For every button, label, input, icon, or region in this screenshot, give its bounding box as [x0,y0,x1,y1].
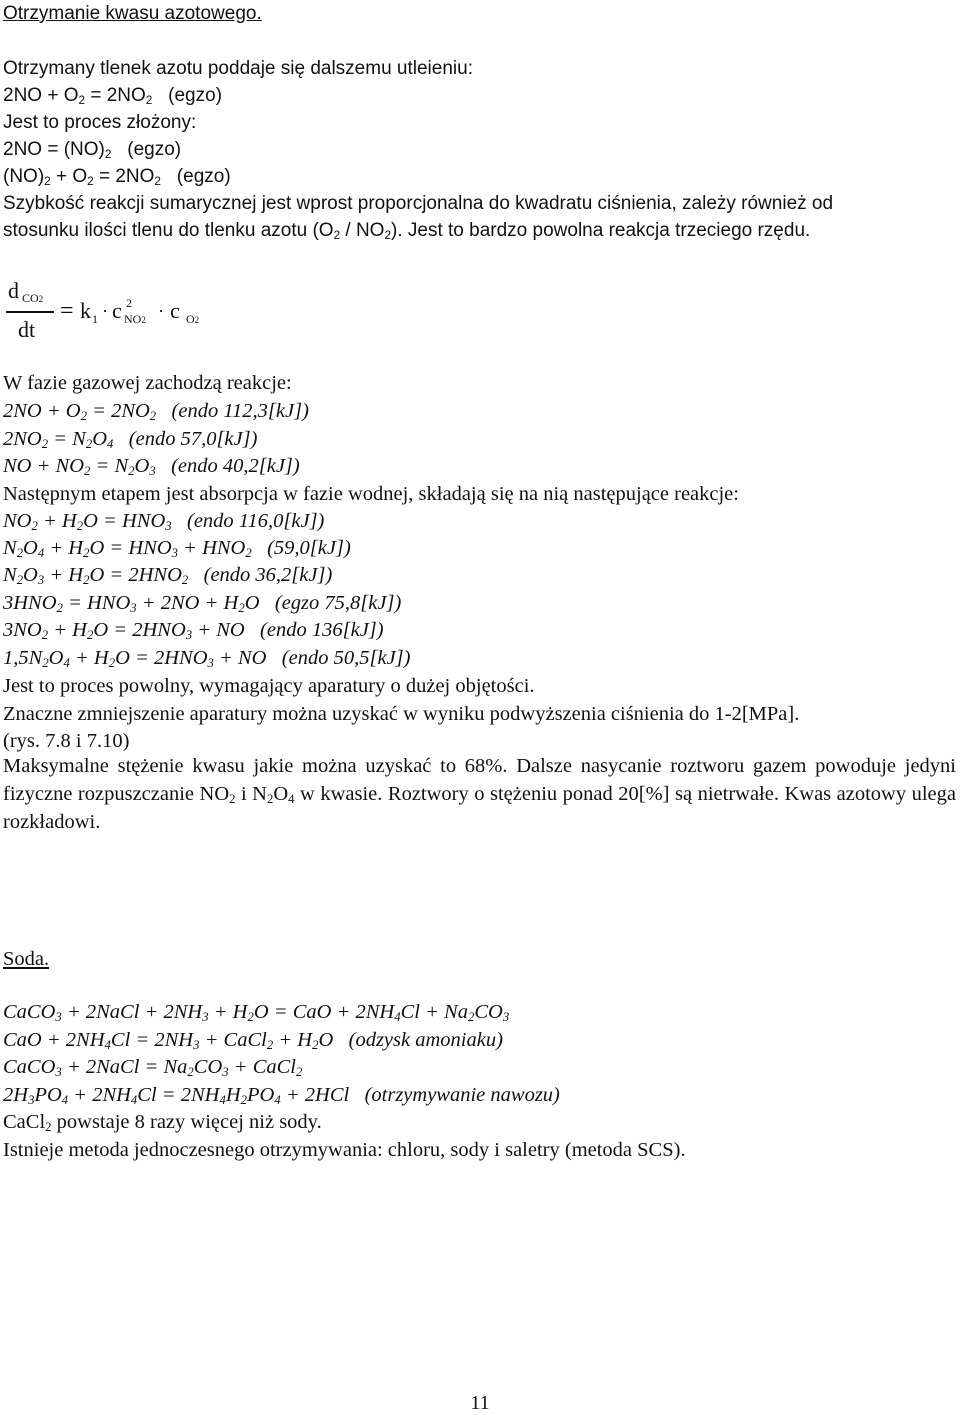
equation-line: $(NO)_2 + O_2 = 2NO_2$ (egzo) [3,166,231,188]
reaction-line: $N_2O_4 + H_2O = HNO_3 + HNO_2$ (59,0[kJ]) [3,537,351,561]
reaction-line: $3NO_2 + H_2O = 2HNO_3$ + NO (endo 136[kJ]) [3,619,384,643]
formula-c2-sub: O2 [186,312,200,326]
body-text: Jest to proces powolny, wymagający aparatury o dużej objętości. [3,675,535,697]
section-title: Otrzymanie kwasu azotowego. [3,3,262,24]
equation-line: $2NO = (NO)_2$ (egzo) [3,139,182,161]
formula-k-sub: 1 [92,312,98,326]
formula-k: k [80,298,91,323]
reaction-line: CaO + $2NH_4Cl = 2NH_3$ + CaCl$_2$ + $H_2O$ (odzysk amoniaku) [3,1029,503,1053]
body-text: Znaczne zmniejszenie aparatury można uzyskać w wyniku podwyższenia ciśnienia do 1-2[MPa]. [3,703,800,725]
page-number: 11 [470,1392,490,1414]
equation-line: $2NO + O_2 = 2NO_2$ (egzo) [3,85,223,107]
body-text: Jest to proces złożony: [3,112,197,133]
figure-reference: (rys. 7.8 i 7.10) [3,730,130,752]
body-text: Następnym etapem jest absorpcja w fazie wodnej, składają się na nią następujące reakcje: [3,483,739,505]
intro-text: Otrzymany tlenek azotu poddaje się dalszemu utleieniu: [3,58,473,79]
formula-denominator: dt [18,317,36,342]
reaction-line: $1,5N_2O_4 + H_2O = 2HNO_3$ + NO (endo 50,5[kJ]) [3,647,411,671]
body-text: W fazie gazowej zachodzą reakcje: [3,372,292,394]
reaction-line: $2NO_2 = N_2O_4$ (endo 57,0[kJ]) [3,428,258,452]
body-text: CaCl$_2$ powstaje 8 razy więcej niż sody. [3,1111,322,1135]
rate-formula [0,270,260,350]
reaction-line: $2NO + O_2 = 2NO_2$ (endo 112,3[kJ]) [3,400,309,424]
section-title: Soda. [3,948,50,970]
fraction-bar [6,311,54,313]
reaction-line: $NO_2 + H_2O = HNO_3$ (endo 116,0[kJ]) [3,510,325,534]
reaction-line: $N_2O_3 + H_2O = 2HNO_2$ (endo 36,2[kJ]) [3,564,333,588]
body-text: stosunku ilości tlenu do tlenku azotu $(O_2 / NO_2)$. Jest to bardzo powolna reakcja trzeciego rzędu. [3,220,811,242]
reaction-line: CaCO$_3$ + 2NaCl + $2NH_3 + H_2O$ = CaO + $2NH_4Cl + Na_2CO_3$ [3,1001,510,1025]
body-text: Istnieje metoda jednoczesnego otrzymywania: chloru, sody i saletry (metoda SCS). [3,1139,686,1161]
reaction-line: $2H_3PO_4 + 2NH_4Cl = 2NH_4H_2PO_4 + 2HCl$ (otrzymywanie nawozu) [3,1084,560,1108]
body-text: Szybkość reakcji sumarycznej jest wprost proporcjonalna do kwadratu ciśnienia, zależy również od [3,193,834,214]
reaction-line: NO + $NO_2 = N_2O_3$ (endo 40,2[kJ]) [3,455,300,479]
reaction-line: $3HNO_2 = HNO_3 + 2NO + H_2O$ (egzo 75,8[kJ]) [3,592,402,616]
formula-dot: · [102,301,108,321]
formula-d: d [8,278,19,303]
formula-equals: = [60,298,74,324]
formula-c1-sub: NO2 [124,312,146,326]
formula-c1-sup: 2 [126,296,132,310]
paragraph: Maksymalne stężenie kwasu jakie można uzyskać to 68%. Dalsze nasycanie roztworu gazem powoduje jedyni fizyczne rozpuszczanie $NO_2$ i $N_2O_4$ w kwasie. Roztwory o stężeniu ponad 20[%] są nietrwałe. Kwas azotowy ulega rozkładowi. [3,755,956,833]
formula-c2: c [170,298,180,323]
formula-dot: · [158,301,164,321]
formula-d-sub: CO2 [22,291,44,305]
reaction-line: CaCO$_3$ + 2NaCl = $Na_2CO_3$ + CaCl$_2$ [3,1056,303,1080]
formula-c1: c [112,298,122,323]
